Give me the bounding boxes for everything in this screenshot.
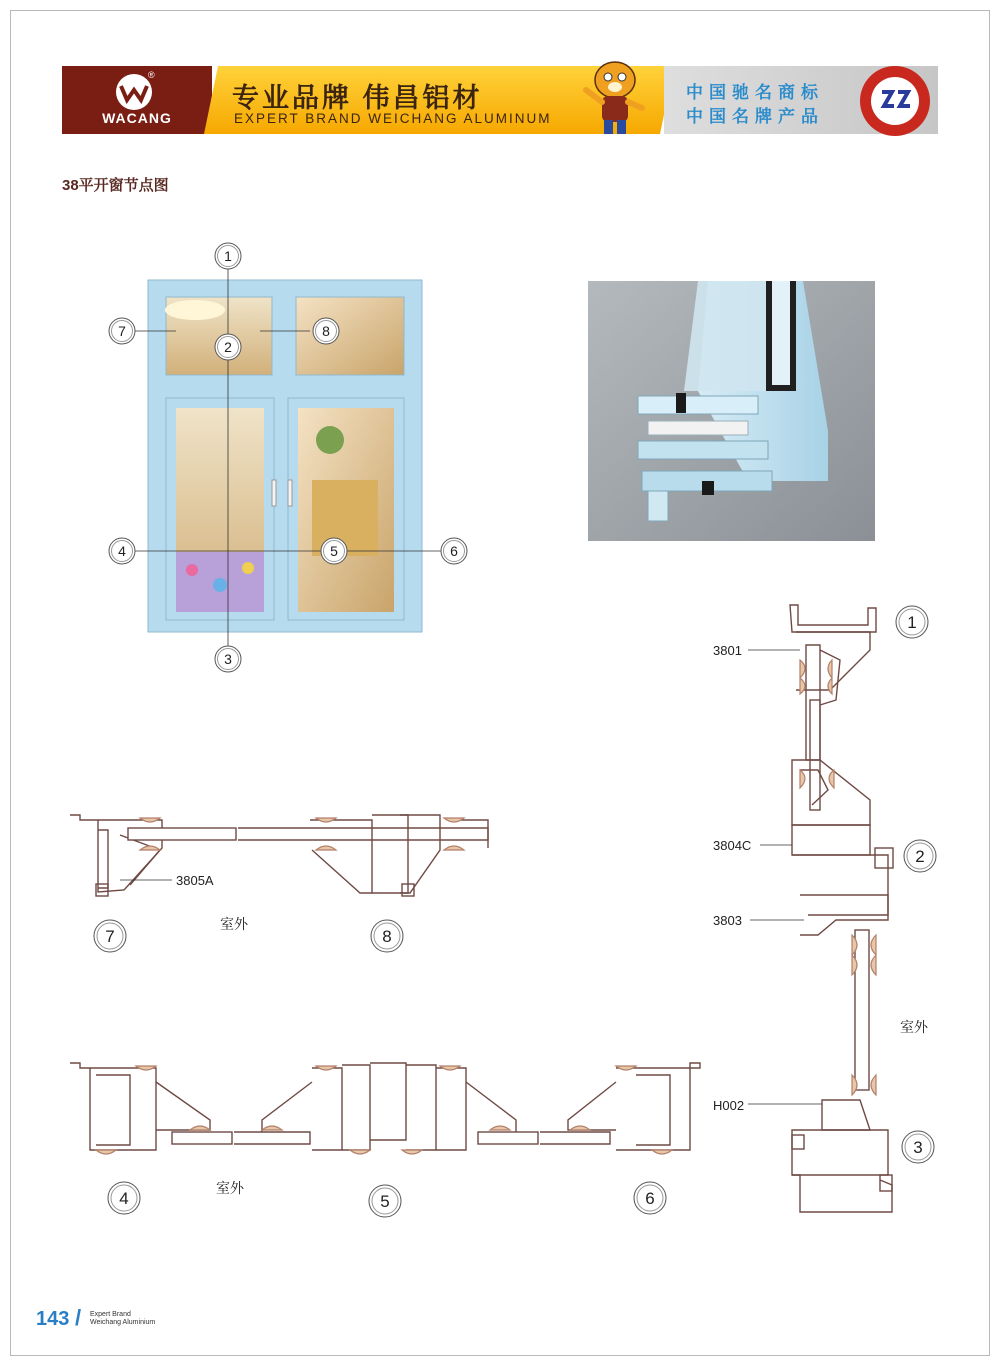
svg-text:7: 7 [105,927,115,946]
profile-code-h002: H002 [713,1098,745,1113]
honor-line-2: 中国名牌产品 [686,107,824,126]
svg-text:5: 5 [330,543,338,559]
section-marker-8 [371,920,403,952]
section-marker-7 [94,920,126,952]
slogan-english: EXPERT BRAND WEICHANG ALUMINUM [234,111,552,126]
profile-code-3804c: 3804C [713,838,752,853]
footer-line-2: Weichang Aluminium [90,1319,156,1326]
section-marker-4 [108,1182,140,1214]
page-number: 143 [36,1308,70,1330]
svg-text:1: 1 [907,613,917,632]
registered-mark: ® [148,70,155,80]
honor-line-1: 中国驰名商标 [686,83,824,102]
outdoor-label-7-8: 室外 [220,916,248,932]
svg-text:2: 2 [224,339,232,355]
outdoor-label-vertical: 室外 [900,1019,928,1035]
svg-text:2: 2 [915,847,925,866]
svg-text:8: 8 [322,323,330,339]
outdoor-label-4-5-6: 室外 [216,1180,244,1196]
footer-line-1: Expert Brand [90,1311,131,1318]
slogan-chinese: 专业品牌 伟昌铝材 [232,83,483,113]
svg-text:3: 3 [913,1138,923,1157]
section-marker-5 [369,1185,401,1217]
svg-text:8: 8 [382,927,392,946]
profile-code-3801: 3801 [713,643,742,658]
section-marker-2 [904,840,936,872]
svg-text:6: 6 [450,543,458,559]
horizontal-section-4-5-6 [70,1063,700,1150]
section-marker-1 [896,606,928,638]
svg-text:6: 6 [645,1189,655,1208]
svg-text:4: 4 [119,1189,129,1208]
brand-name: WACANG [102,110,172,126]
vertical-section-1-2-3 [790,605,893,1212]
svg-text:4: 4 [118,543,126,559]
svg-text:5: 5 [380,1192,390,1211]
svg-text:1: 1 [224,248,232,264]
svg-text:3: 3 [224,651,232,667]
page-number-slash: / [75,1305,82,1330]
profile-code-3803: 3803 [713,913,742,928]
horizontal-section-7-8 [70,815,488,896]
page-title: 38平开窗节点图 [62,177,169,194]
section-marker-3 [902,1131,934,1163]
profile-code-3805a: 3805A [176,873,214,888]
svg-text:7: 7 [118,323,126,339]
section-marker-6 [634,1182,666,1214]
